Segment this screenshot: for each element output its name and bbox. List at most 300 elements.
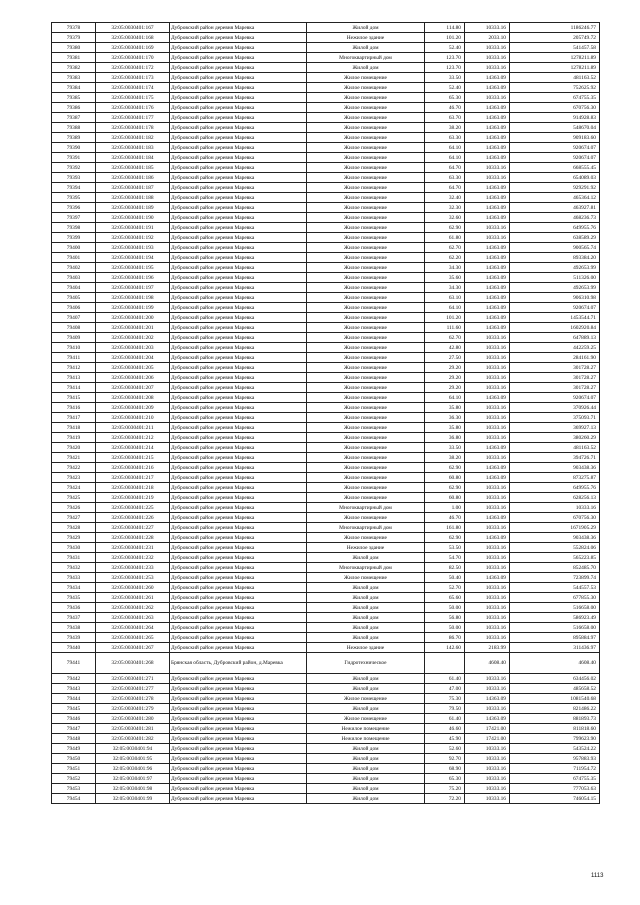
row-number-cell: 79408 bbox=[52, 323, 96, 333]
unit-value-cell: 10333.16 bbox=[465, 674, 510, 684]
address-cell: Дубровский район деревня Маревка bbox=[170, 143, 307, 153]
unit-value-cell: 14363.09 bbox=[465, 293, 510, 303]
address-cell: Дубровский район деревня Маревка bbox=[170, 283, 307, 293]
table-row bbox=[52, 393, 600, 403]
address-cell: Дубровский район деревня Маревка bbox=[170, 453, 307, 463]
row-number-cell: 79415 bbox=[52, 393, 96, 403]
address-cell: Дубровский район деревня Маревка bbox=[170, 794, 307, 804]
table-row bbox=[52, 233, 600, 243]
object-type-cell: Жилой дом bbox=[307, 794, 425, 804]
address-cell: Дубровский район деревня Маревка bbox=[170, 253, 307, 263]
area-cell: 45.90 bbox=[425, 734, 465, 744]
table-row bbox=[52, 513, 600, 523]
row-number-cell: 79434 bbox=[52, 583, 96, 593]
unit-value-cell: 10333.16 bbox=[465, 343, 510, 353]
area-cell: 62.90 bbox=[425, 533, 465, 543]
cadastral-number-cell: 32:05:0030401:175 bbox=[96, 93, 170, 103]
unit-value-cell: 10333.16 bbox=[465, 744, 510, 754]
address-cell: Дубровский район деревня Маревка bbox=[170, 333, 307, 343]
address-cell: Дубровский район деревня Маревка bbox=[170, 493, 307, 503]
table-row bbox=[52, 563, 600, 573]
address-cell: Дубровский район деревня Маревка bbox=[170, 213, 307, 223]
cadastral-number-cell: 32:05:0030401:196 bbox=[96, 273, 170, 283]
cadastral-value-cell: 369927.13 bbox=[510, 423, 600, 433]
object-type-cell: Жилой дом bbox=[307, 23, 425, 33]
cadastral-number-cell: 32:05:0030401:280 bbox=[96, 714, 170, 724]
cadastral-value-cell: 711954.72 bbox=[510, 764, 600, 774]
row-number-cell: 79425 bbox=[52, 493, 96, 503]
unit-value-cell: 10333.16 bbox=[465, 764, 510, 774]
table-row bbox=[52, 623, 600, 633]
cadastral-value-cell: 205749.72 bbox=[510, 33, 600, 43]
area-cell: 101.20 bbox=[425, 313, 465, 323]
row-number-cell: 79412 bbox=[52, 363, 96, 373]
table-row bbox=[52, 704, 600, 714]
area-cell: 60.80 bbox=[425, 473, 465, 483]
unit-value-cell: 14363.09 bbox=[465, 133, 510, 143]
cadastral-value-cell: 647889.13 bbox=[510, 333, 600, 343]
address-cell: Дубровский район деревня Маревка bbox=[170, 433, 307, 443]
address-cell: Дубровский район деревня Маревка bbox=[170, 483, 307, 493]
address-cell: Дубровский район деревня Маревка bbox=[170, 623, 307, 633]
address-cell: Дубровский район деревня Маревка bbox=[170, 153, 307, 163]
cadastral-value-cell: 442259.25 bbox=[510, 343, 600, 353]
table-row bbox=[52, 23, 600, 33]
cadastral-number-cell: 32:05:0030401:232 bbox=[96, 553, 170, 563]
area-cell: 42.80 bbox=[425, 343, 465, 353]
address-cell: Дубровский район деревня Маревка bbox=[170, 684, 307, 694]
row-number-cell: 79382 bbox=[52, 63, 96, 73]
area-cell: 50.00 bbox=[425, 603, 465, 613]
address-cell: Дубровский район деревня Маревка bbox=[170, 533, 307, 543]
cadastral-value-cell: 1602920.84 bbox=[510, 323, 600, 333]
cadastral-number-cell: 32:05:0030401:172 bbox=[96, 63, 170, 73]
unit-value-cell: 14363.09 bbox=[465, 243, 510, 253]
object-type-cell: Жилой дом bbox=[307, 674, 425, 684]
area-cell: 64.70 bbox=[425, 183, 465, 193]
object-type-cell: Жилое помещение bbox=[307, 393, 425, 403]
cadastral-value-cell: 380260.29 bbox=[510, 433, 600, 443]
unit-value-cell: 14363.09 bbox=[465, 193, 510, 203]
area-cell: 101.20 bbox=[425, 33, 465, 43]
cadastral-number-cell: 32:05:0030401:185 bbox=[96, 163, 170, 173]
unit-value-cell: 10333.16 bbox=[465, 563, 510, 573]
cadastral-number-cell: 32:05:0030401:208 bbox=[96, 393, 170, 403]
object-type-cell: Жилой дом bbox=[307, 553, 425, 563]
cadastral-value-cell: 906310.98 bbox=[510, 293, 600, 303]
row-number-cell: 79399 bbox=[52, 233, 96, 243]
area-cell: 62.90 bbox=[425, 463, 465, 473]
area-cell: 47.00 bbox=[425, 684, 465, 694]
table-row bbox=[52, 593, 600, 603]
table-row bbox=[52, 183, 600, 193]
cadastral-number-cell: 32:05:0030401:253 bbox=[96, 573, 170, 583]
unit-value-cell: 14363.09 bbox=[465, 263, 510, 273]
area-cell: 33.50 bbox=[425, 73, 465, 83]
table-row bbox=[52, 253, 600, 263]
cadastral-value-cell: 873275.87 bbox=[510, 473, 600, 483]
table-row bbox=[52, 73, 600, 83]
cadastral-number-cell: 32:05:0030401:206 bbox=[96, 373, 170, 383]
table-row bbox=[52, 603, 600, 613]
cadastral-value-cell: 895884.97 bbox=[510, 633, 600, 643]
area-cell: 34.30 bbox=[425, 263, 465, 273]
unit-value-cell: 10333.16 bbox=[465, 603, 510, 613]
row-number-cell: 79416 bbox=[52, 403, 96, 413]
cadastral-number-cell: 32:05:0030401:96 bbox=[96, 764, 170, 774]
object-type-cell: Жилое помещение bbox=[307, 573, 425, 583]
cadastral-value-table bbox=[51, 22, 600, 804]
row-number-cell: 79396 bbox=[52, 203, 96, 213]
unit-value-cell: 14363.09 bbox=[465, 123, 510, 133]
row-number-cell: 79398 bbox=[52, 223, 96, 233]
table-row bbox=[52, 343, 600, 353]
cadastral-value-cell: 634456.02 bbox=[510, 674, 600, 684]
object-type-cell: Жилое помещение bbox=[307, 373, 425, 383]
table-row bbox=[52, 453, 600, 463]
cadastral-value-cell: 284161.90 bbox=[510, 353, 600, 363]
table-row bbox=[52, 744, 600, 754]
table-row bbox=[52, 473, 600, 483]
cadastral-number-cell: 32:05:0030401:188 bbox=[96, 193, 170, 203]
unit-value-cell: 14363.09 bbox=[465, 313, 510, 323]
address-cell: Дубровский район деревня Маревка bbox=[170, 513, 307, 523]
row-number-cell: 79451 bbox=[52, 764, 96, 774]
table-row bbox=[52, 764, 600, 774]
object-type-cell: Жилой дом bbox=[307, 623, 425, 633]
object-type-cell: Жилой дом bbox=[307, 744, 425, 754]
cadastral-value-cell: 920674.07 bbox=[510, 393, 600, 403]
cadastral-value-cell: 668555.45 bbox=[510, 163, 600, 173]
cadastral-value-cell: 628256.13 bbox=[510, 493, 600, 503]
table-row bbox=[52, 653, 600, 674]
cadastral-number-cell: 32:05:0030401:261 bbox=[96, 593, 170, 603]
cadastral-value-cell: 1186246.77 bbox=[510, 23, 600, 33]
row-number-cell: 79419 bbox=[52, 433, 96, 443]
cadastral-number-cell: 32:05:0030401:190 bbox=[96, 213, 170, 223]
area-cell: 65.60 bbox=[425, 593, 465, 603]
object-type-cell: Жилой дом bbox=[307, 704, 425, 714]
cadastral-number-cell: 32:05:0030401:205 bbox=[96, 363, 170, 373]
unit-value-cell: 10333.16 bbox=[465, 173, 510, 183]
row-number-cell: 79418 bbox=[52, 423, 96, 433]
unit-value-cell: 14363.09 bbox=[465, 714, 510, 724]
cadastral-value-cell: 301728.27 bbox=[510, 363, 600, 373]
cadastral-number-cell: 32:05:0030401:193 bbox=[96, 243, 170, 253]
unit-value-cell: 10333.16 bbox=[465, 403, 510, 413]
cadastral-number-cell: 32:05:0030401:202 bbox=[96, 333, 170, 343]
area-cell: 36.80 bbox=[425, 433, 465, 443]
area-cell: 61.40 bbox=[425, 714, 465, 724]
address-cell: Дубровский район деревня Маревка bbox=[170, 694, 307, 704]
table-row bbox=[52, 153, 600, 163]
cadastral-number-cell: 32:05:0030401:212 bbox=[96, 433, 170, 443]
cadastral-value-cell: 957883.93 bbox=[510, 754, 600, 764]
address-cell: Дубровский район деревня Маревка bbox=[170, 223, 307, 233]
cadastral-value-cell: 746054.15 bbox=[510, 794, 600, 804]
cadastral-number-cell: 32:05:0030401:217 bbox=[96, 473, 170, 483]
table-row bbox=[52, 643, 600, 653]
table-row bbox=[52, 443, 600, 453]
cadastral-number-cell: 32:05:0030401:225 bbox=[96, 503, 170, 513]
unit-value-cell: 10333.16 bbox=[465, 223, 510, 233]
row-number-cell: 79409 bbox=[52, 333, 96, 343]
address-cell: Дубровский район деревня Маревка bbox=[170, 583, 307, 593]
unit-value-cell: 10333.16 bbox=[465, 163, 510, 173]
cadastral-value-cell: 565223.85 bbox=[510, 553, 600, 563]
unit-value-cell: 14363.09 bbox=[465, 303, 510, 313]
row-number-cell: 79407 bbox=[52, 313, 96, 323]
area-cell: 34.30 bbox=[425, 283, 465, 293]
area-cell: 64.10 bbox=[425, 303, 465, 313]
object-type-cell: Жилое помещение bbox=[307, 113, 425, 123]
unit-value-cell: 10333.16 bbox=[465, 613, 510, 623]
cadastral-value-cell: 920674.07 bbox=[510, 143, 600, 153]
unit-value-cell: 2183.99 bbox=[465, 643, 510, 653]
cadastral-value-cell: 511326.00 bbox=[510, 273, 600, 283]
cadastral-number-cell: 32:05:0030401:207 bbox=[96, 383, 170, 393]
address-cell: Дубровский район деревня Маревка bbox=[170, 563, 307, 573]
cadastral-value-cell: 465364.12 bbox=[510, 193, 600, 203]
address-cell: Дубровский район деревня Маревка bbox=[170, 503, 307, 513]
unit-value-cell: 10333.16 bbox=[465, 373, 510, 383]
cadastral-value-cell: 485658.52 bbox=[510, 684, 600, 694]
object-type-cell: Жилое помещение bbox=[307, 143, 425, 153]
area-cell bbox=[425, 653, 465, 674]
unit-value-cell: 14363.09 bbox=[465, 694, 510, 704]
cadastral-number-cell: 32:05:0030401:264 bbox=[96, 623, 170, 633]
table-row bbox=[52, 413, 600, 423]
row-number-cell: 79432 bbox=[52, 563, 96, 573]
table-row bbox=[52, 93, 600, 103]
area-cell: 29.20 bbox=[425, 373, 465, 383]
cadastral-value-cell: 821486.22 bbox=[510, 704, 600, 714]
table-row bbox=[52, 373, 600, 383]
unit-value-cell: 10333.16 bbox=[465, 233, 510, 243]
area-cell: 50.40 bbox=[425, 573, 465, 583]
cadastral-number-cell: 32:05:0030401:182 bbox=[96, 133, 170, 143]
row-number-cell: 79439 bbox=[52, 633, 96, 643]
cadastral-number-cell: 32:05:0030401:260 bbox=[96, 583, 170, 593]
object-type-cell: Жилой дом bbox=[307, 754, 425, 764]
object-type-cell: Жилое помещение bbox=[307, 283, 425, 293]
area-cell: 38.20 bbox=[425, 453, 465, 463]
row-number-cell: 79420 bbox=[52, 443, 96, 453]
table-row bbox=[52, 313, 600, 323]
address-cell: Дубровский район деревня Маревка bbox=[170, 123, 307, 133]
area-cell: 46.60 bbox=[425, 724, 465, 734]
table-row bbox=[52, 794, 600, 804]
table-row bbox=[52, 433, 600, 443]
cadastral-value-cell: 10333.16 bbox=[510, 503, 600, 513]
table-row bbox=[52, 573, 600, 583]
row-number-cell: 79379 bbox=[52, 33, 96, 43]
cadastral-value-cell: 723899.74 bbox=[510, 573, 600, 583]
object-type-cell: Жилое помещение bbox=[307, 293, 425, 303]
row-number-cell: 79438 bbox=[52, 623, 96, 633]
cadastral-value-cell: 481163.52 bbox=[510, 443, 600, 453]
cadastral-number-cell: 32:05:0030401:186 bbox=[96, 173, 170, 183]
unit-value-cell: 10333.16 bbox=[465, 413, 510, 423]
row-number-cell: 79402 bbox=[52, 263, 96, 273]
unit-value-cell: 14363.09 bbox=[465, 323, 510, 333]
unit-value-cell: 14363.09 bbox=[465, 533, 510, 543]
area-cell: 56.80 bbox=[425, 613, 465, 623]
address-cell: Дубровский район деревня Маревка bbox=[170, 83, 307, 93]
row-number-cell: 79450 bbox=[52, 754, 96, 764]
cadastral-number-cell: 32:05:0030401:98 bbox=[96, 784, 170, 794]
row-number-cell: 79404 bbox=[52, 283, 96, 293]
address-cell: Дубровский район деревня Маревка bbox=[170, 724, 307, 734]
unit-value-cell: 14363.09 bbox=[465, 153, 510, 163]
cadastral-number-cell: 32:05:0030401:97 bbox=[96, 774, 170, 784]
area-cell: 35.60 bbox=[425, 273, 465, 283]
unit-value-cell: 14363.09 bbox=[465, 513, 510, 523]
address-cell: Дубровский район деревня Маревка bbox=[170, 543, 307, 553]
table-row bbox=[52, 133, 600, 143]
unit-value-cell: 10333.16 bbox=[465, 704, 510, 714]
address-cell: Дубровский район деревня Маревка bbox=[170, 373, 307, 383]
row-number-cell: 79405 bbox=[52, 293, 96, 303]
cadastral-number-cell: 32:05:0030401:95 bbox=[96, 754, 170, 764]
cadastral-number-cell: 32:05:0030401:201 bbox=[96, 323, 170, 333]
address-cell: Дубровский район деревня Маревка bbox=[170, 263, 307, 273]
row-number-cell: 79442 bbox=[52, 674, 96, 684]
address-cell: Дубровский район деревня Маревка bbox=[170, 353, 307, 363]
area-cell: 60.80 bbox=[425, 493, 465, 503]
object-type-cell: Жилое помещение bbox=[307, 313, 425, 323]
unit-value-cell: 10333.16 bbox=[465, 633, 510, 643]
object-type-cell: Жилое помещение bbox=[307, 173, 425, 183]
address-cell: Дубровский район деревня Маревка bbox=[170, 113, 307, 123]
table-row bbox=[52, 463, 600, 473]
cadastral-number-cell: 32:05:0030401:226 bbox=[96, 513, 170, 523]
table-row bbox=[52, 583, 600, 593]
object-type-cell: Жилое помещение bbox=[307, 433, 425, 443]
area-cell: 65.30 bbox=[425, 93, 465, 103]
object-type-cell: Жилое помещение bbox=[307, 73, 425, 83]
unit-value-cell: 14363.09 bbox=[465, 203, 510, 213]
table-row bbox=[52, 674, 600, 684]
address-cell: Дубровский район деревня Маревка bbox=[170, 313, 307, 323]
address-cell: Дубровский район деревня Маревка bbox=[170, 73, 307, 83]
area-cell: 68.90 bbox=[425, 764, 465, 774]
unit-value-cell: 10333.16 bbox=[465, 43, 510, 53]
area-cell: 111.60 bbox=[425, 323, 465, 333]
table-row bbox=[52, 403, 600, 413]
cadastral-number-cell: 32:05:0030401:282 bbox=[96, 734, 170, 744]
cadastral-value-cell: 548670.04 bbox=[510, 123, 600, 133]
cadastral-number-cell: 32:05:0030401:218 bbox=[96, 483, 170, 493]
table-row bbox=[52, 333, 600, 343]
object-type-cell: Жилое помещение bbox=[307, 243, 425, 253]
object-type-cell: Жилое помещение bbox=[307, 323, 425, 333]
row-number-cell: 79429 bbox=[52, 533, 96, 543]
cadastral-number-cell: 32:05:0030401:195 bbox=[96, 263, 170, 273]
unit-value-cell: 10333.16 bbox=[465, 383, 510, 393]
address-cell: Дубровский район деревня Маревка bbox=[170, 323, 307, 333]
table-row bbox=[52, 143, 600, 153]
cadastral-number-cell: 32:05:0030401:183 bbox=[96, 143, 170, 153]
cadastral-number-cell: 32:05:0030401:174 bbox=[96, 83, 170, 93]
cadastral-number-cell: 32:05:0030401:281 bbox=[96, 724, 170, 734]
table-row bbox=[52, 103, 600, 113]
address-cell: Дубровский район деревня Маревка bbox=[170, 643, 307, 653]
cadastral-value-cell: 929291.92 bbox=[510, 183, 600, 193]
area-cell: 27.50 bbox=[425, 353, 465, 363]
unit-value-cell: 10333.16 bbox=[465, 23, 510, 33]
address-cell: Брянская область, Дубровский район, д.Маревка bbox=[170, 653, 307, 674]
address-cell: Дубровский район деревня Маревка bbox=[170, 163, 307, 173]
table-row bbox=[52, 784, 600, 794]
row-number-cell: 79401 bbox=[52, 253, 96, 263]
object-type-cell: Жилое помещение bbox=[307, 193, 425, 203]
unit-value-cell: 10333.16 bbox=[465, 483, 510, 493]
object-type-cell: Жилое помещение bbox=[307, 453, 425, 463]
cadastral-value-cell: 670756.30 bbox=[510, 103, 600, 113]
object-type-cell: Жилое помещение bbox=[307, 363, 425, 373]
unit-value-cell: 14363.09 bbox=[465, 393, 510, 403]
address-cell: Дубровский район деревня Маревка bbox=[170, 193, 307, 203]
object-type-cell: Жилое помещение bbox=[307, 333, 425, 343]
row-number-cell: 79422 bbox=[52, 463, 96, 473]
address-cell: Дубровский район деревня Маревка bbox=[170, 423, 307, 433]
unit-value-cell: 14363.09 bbox=[465, 113, 510, 123]
unit-value-cell: 10333.16 bbox=[465, 553, 510, 563]
unit-value-cell: 14363.09 bbox=[465, 143, 510, 153]
area-cell: 123.70 bbox=[425, 53, 465, 63]
unit-value-cell: 14363.09 bbox=[465, 213, 510, 223]
cadastral-value-cell: 920674.07 bbox=[510, 303, 600, 313]
cadastral-value-cell: 674755.35 bbox=[510, 774, 600, 784]
object-type-cell: Жилое помещение bbox=[307, 103, 425, 113]
unit-value-cell: 10333.16 bbox=[465, 583, 510, 593]
row-number-cell: 79430 bbox=[52, 543, 96, 553]
row-number-cell: 79397 bbox=[52, 213, 96, 223]
row-number-cell: 79453 bbox=[52, 784, 96, 794]
cadastral-number-cell: 32:05:0030401:263 bbox=[96, 613, 170, 623]
row-number-cell: 79400 bbox=[52, 243, 96, 253]
area-cell: 75.30 bbox=[425, 694, 465, 704]
unit-value-cell: 4608.40 bbox=[465, 653, 510, 674]
row-number-cell: 79389 bbox=[52, 133, 96, 143]
table-row bbox=[52, 543, 600, 553]
address-cell: Дубровский район деревня Маревка bbox=[170, 293, 307, 303]
unit-value-cell: 2033.10 bbox=[465, 33, 510, 43]
object-type-cell: Жилой дом bbox=[307, 684, 425, 694]
row-number-cell: 79437 bbox=[52, 613, 96, 623]
cadastral-value-cell: 914928.83 bbox=[510, 113, 600, 123]
area-cell: 65.30 bbox=[425, 774, 465, 784]
table-row bbox=[52, 83, 600, 93]
object-type-cell: Жилой дом bbox=[307, 43, 425, 53]
table-row bbox=[52, 263, 600, 273]
area-cell: 64.10 bbox=[425, 143, 465, 153]
cadastral-value-cell: 670756.30 bbox=[510, 513, 600, 523]
address-cell: Дубровский район деревня Маревка bbox=[170, 393, 307, 403]
cadastral-number-cell: 32:05:0030401:215 bbox=[96, 453, 170, 463]
table-row bbox=[52, 734, 600, 744]
object-type-cell: Жилое помещение bbox=[307, 403, 425, 413]
object-type-cell: Жилое помещение bbox=[307, 183, 425, 193]
unit-value-cell: 10333.16 bbox=[465, 684, 510, 694]
address-cell: Дубровский район деревня Маревка bbox=[170, 613, 307, 623]
object-type-cell: Жилое помещение bbox=[307, 443, 425, 453]
table-row bbox=[52, 533, 600, 543]
object-type-cell: Нежилое здание bbox=[307, 543, 425, 553]
row-number-cell: 79427 bbox=[52, 513, 96, 523]
area-cell: 38.20 bbox=[425, 123, 465, 133]
